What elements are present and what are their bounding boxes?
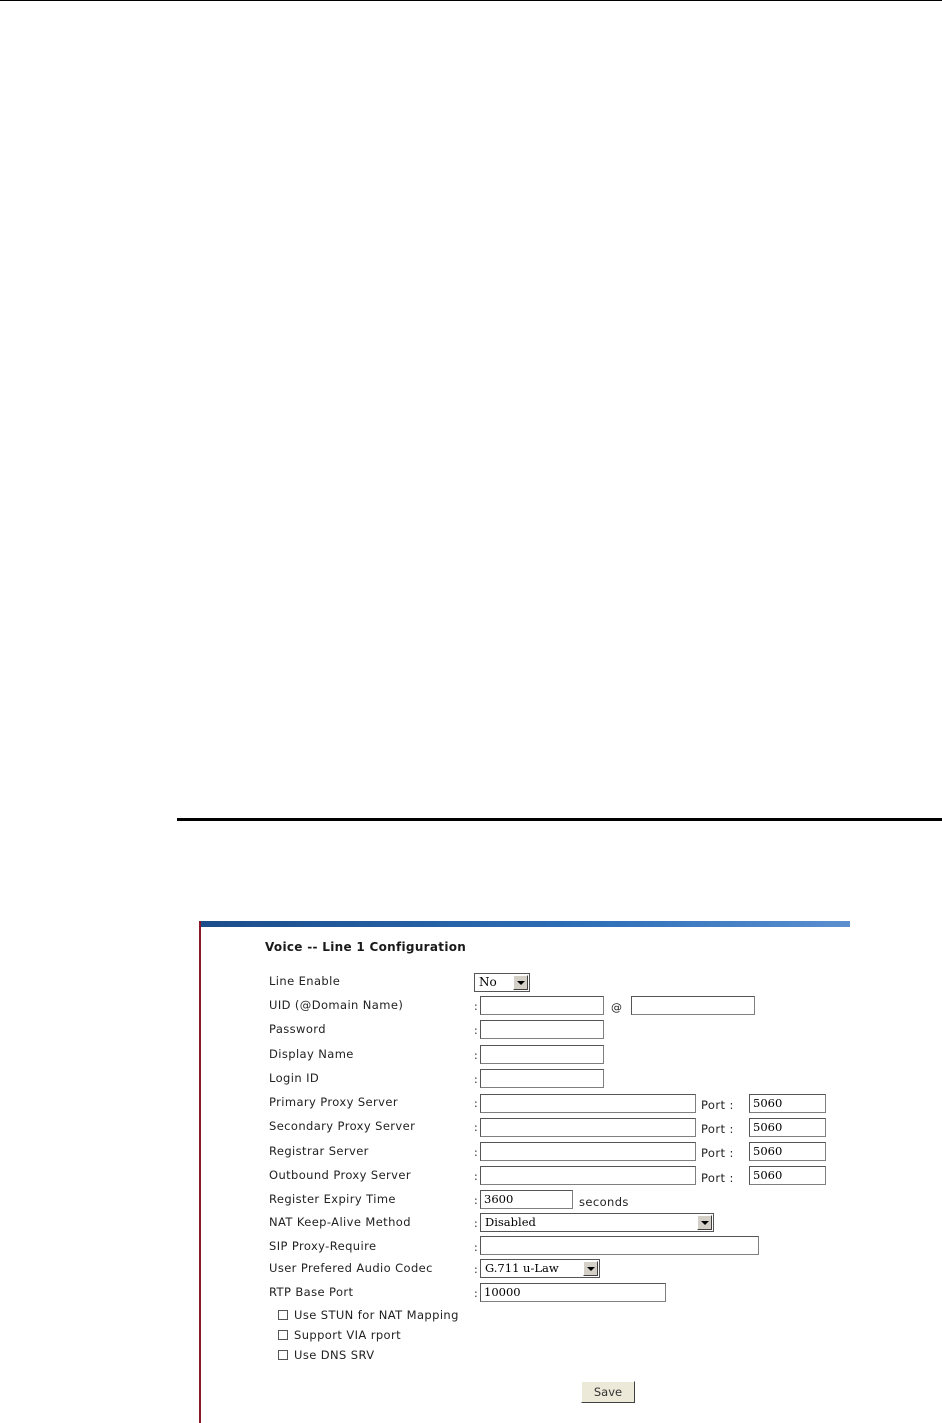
secondary-proxy-label: Secondary Proxy Server [269, 1119, 416, 1133]
colon: : [474, 1241, 478, 1254]
sip-proxy-require-input[interactable] [480, 1236, 759, 1255]
rtp-base-port-input[interactable]: 10000 [480, 1283, 666, 1302]
page-title: Voice -- Line 1 Configuration [265, 940, 467, 954]
colon: : [474, 1000, 478, 1013]
via-rport-label: Support VIA rport [294, 1328, 401, 1342]
login-id-label: Login ID [269, 1071, 320, 1085]
nat-keepalive-select[interactable] [480, 1213, 714, 1232]
register-expiry-label: Register Expiry Time [269, 1192, 396, 1206]
registrar-label: Registrar Server [269, 1144, 369, 1158]
secondary-proxy-port-label: Port : [701, 1122, 734, 1136]
save-button[interactable]: Save [581, 1381, 635, 1403]
colon: : [474, 1121, 478, 1134]
chevron-down-icon[interactable] [583, 1261, 598, 1276]
dns-srv-option[interactable] [278, 1348, 374, 1362]
chevron-down-icon[interactable] [513, 975, 528, 990]
line-enable-label: Line Enable [269, 974, 341, 988]
use-stun-label: Use STUN for NAT Mapping [294, 1308, 459, 1322]
outbound-proxy-port-input[interactable]: 5060 [749, 1166, 826, 1185]
line-enable-select[interactable] [474, 973, 530, 992]
colon: : [474, 1170, 478, 1183]
register-expiry-unit: seconds [579, 1195, 629, 1209]
colon: : [474, 1073, 478, 1086]
secondary-proxy-input[interactable] [480, 1118, 696, 1137]
login-id-input[interactable] [480, 1069, 604, 1088]
dns-srv-label: Use DNS SRV [294, 1348, 375, 1362]
primary-proxy-port-input[interactable]: 5060 [749, 1094, 826, 1113]
uid-input[interactable] [480, 996, 604, 1015]
colon: : [474, 1263, 478, 1276]
nat-keepalive-label: NAT Keep-Alive Method [269, 1215, 411, 1229]
line-enable-value: No [479, 975, 497, 989]
colon: : [474, 1217, 478, 1230]
nat-keepalive-value: Disabled [485, 1215, 536, 1229]
line-config-panel [199, 921, 850, 1423]
audio-codec-label: User Prefered Audio Codec [269, 1261, 433, 1275]
password-input[interactable] [480, 1020, 604, 1039]
registrar-input[interactable] [480, 1142, 696, 1161]
registrar-port-input[interactable]: 5060 [749, 1142, 826, 1161]
section-rule [177, 818, 942, 821]
colon: : [474, 1287, 478, 1300]
register-expiry-input[interactable]: 3600 [480, 1190, 573, 1209]
at-sign: @ [611, 1001, 622, 1014]
dns-srv-checkbox[interactable] [278, 1350, 288, 1360]
colon: : [474, 1146, 478, 1159]
panel-header-bar [201, 921, 850, 927]
colon: : [474, 1194, 478, 1207]
chevron-down-icon[interactable] [697, 1215, 712, 1230]
outbound-proxy-label: Outbound Proxy Server [269, 1168, 411, 1182]
uid-domain-input[interactable] [631, 996, 755, 1015]
display-name-label: Display Name [269, 1047, 354, 1061]
audio-codec-value: G.711 u-Law [485, 1261, 559, 1275]
registrar-port-label: Port : [701, 1146, 734, 1160]
top-rule [0, 0, 942, 1]
audio-codec-select[interactable] [480, 1259, 600, 1278]
via-rport-option[interactable] [278, 1328, 401, 1342]
primary-proxy-label: Primary Proxy Server [269, 1095, 398, 1109]
secondary-proxy-port-input[interactable]: 5060 [749, 1118, 826, 1137]
colon: : [474, 1097, 478, 1110]
password-label: Password [269, 1022, 326, 1036]
colon: : [474, 1024, 478, 1037]
via-rport-checkbox[interactable] [278, 1330, 288, 1340]
sip-proxy-require-label: SIP Proxy-Require [269, 1239, 377, 1253]
display-name-input[interactable] [480, 1045, 604, 1064]
colon: : [474, 1049, 478, 1062]
use-stun-option[interactable] [278, 1308, 459, 1322]
primary-proxy-input[interactable] [480, 1094, 696, 1113]
outbound-proxy-port-label: Port : [701, 1171, 734, 1185]
primary-proxy-port-label: Port : [701, 1098, 734, 1112]
use-stun-checkbox[interactable] [278, 1310, 288, 1320]
uid-label: UID (@Domain Name) [269, 998, 404, 1012]
rtp-base-port-label: RTP Base Port [269, 1285, 354, 1299]
outbound-proxy-input[interactable] [480, 1166, 696, 1185]
